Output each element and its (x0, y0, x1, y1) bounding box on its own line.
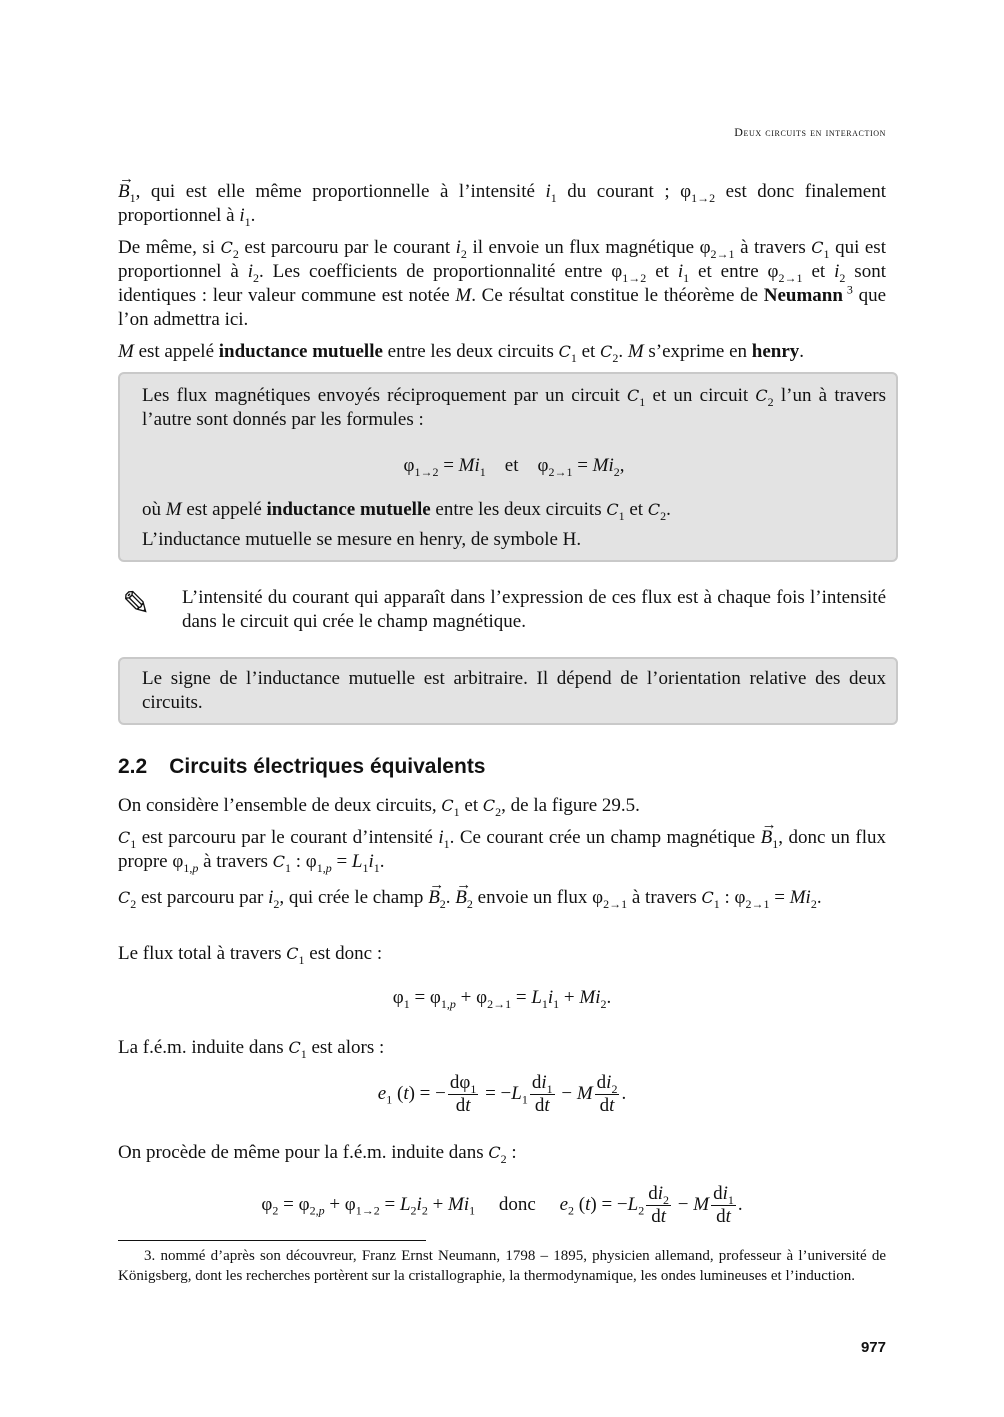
footnote-rule (118, 1240, 426, 1241)
section-heading (118, 755, 486, 779)
definition-box: Les flux magnétiques envoyés réciproquement par un circuit $C_1$ et un circuit $C_2$ l’un à travers l’autre sont donnés par les formules : $\varphi_{1\to 2} = Mi_1$ et $\varphi_{2\to 1} = Mi_2$, où M est appelé inductance mutuelle entre les deux circuits $C_1$ et $C_2$. L’inductance mutuelle se mesure en henry, de symbole H. (118, 372, 898, 562)
pencil-icon: ✎ (122, 586, 151, 623)
remark: L’intensité du courant qui apparaît dans l’expression de ces flux est à chaque fois l’intensité dans le circuit qui crée le champ magnétique. (182, 587, 886, 632)
section-number: 2.2 (118, 755, 148, 778)
footnote-text: nommé d’après son découvreur, Franz Ernst Neumann, 1798 – 1895, physicien allemand, professeur à l’université de Königsberg, dont les recherches portèrent sur la cristallographie, la thermodynamique, les ondes lumineuses et l’induction. (118, 1248, 886, 1284)
paragraph-total-flux: Le flux total à travers $C_1$ est donc : (118, 943, 383, 967)
paragraph-intro: On considère l’ensemble de deux circuits, $C_1$ et $C_2$, de la figure 29.5. (118, 795, 640, 819)
sign-box: Le signe de l’inductance mutuelle est arbitraire. Il dépend de l’orientation relative des deux circuits. (118, 657, 898, 725)
section-title: Circuits électriques équivalents (169, 755, 486, 778)
footnote-mark: 3. (144, 1248, 156, 1264)
paragraph-emf: La f.é.m. induite dans $C_1$ est alors : (118, 1037, 385, 1061)
equation-phi1: $\varphi_1 = \varphi_{1,p} + \varphi_{2\to 1} = L_1i_1 + Mi_2$. (392, 987, 612, 1011)
equation-e2: $\varphi_2 = \varphi_{2,p} + \varphi_{1\to 2} = L_2i_2 + Mi_1$ donc $e_2$ $(t) = -L_2$ $\frac{di_2}{dt}$ − M $\frac{di_1}{dt}$ . (261, 1183, 743, 1227)
paragraph-c2: $C_2$ est parcouru par $i_2$, qui crée le champ → $B_2$. → $B_2$ envoie un flux $\varphi_{2\to 1}$ à travers $C_1$ : $\varphi_{2\to 1} = Mi_2$. (118, 886, 886, 910)
page-number: 977 (860, 1339, 886, 1356)
paragraph-c2-emf: On procède de même pour la f.é.m. induite dans $C_2$ : (118, 1142, 517, 1166)
paragraph-c1: $C_1$ est parcouru par le courant d’intensité $i_1$. Ce courant crée un champ magnétique → $B_1$, donc un flux propre $\varphi_{1,p}$ à travers $C_1$ : $\varphi_{1,p} = L_1i_1$. (118, 826, 886, 874)
paragraph-neumann: De même, si $C_2$ est parcouru par le courant $i_2$ il envoie un flux magnétique $\varphi_{2\to 1}$ à travers $C_1$ qui est proportionnel à $i_2$. Les coefficients de proportionnalité entre $\varphi_{1\to 2}$ et $i_1$ et entre $\varphi_{2\to 1}$ et $i_2$ sont identiques : leur valeur commune est notée M. Ce résultat constitue le théorème de Neumann $^3$ que l’on admettra ici. (118, 237, 887, 330)
paragraph-definition: M est appelé inductance mutuelle entre les deux circuits $C_1$ et $C_2$. M s’exprime en henry. (118, 341, 805, 365)
page (118, 0, 886, 1417)
paragraph-continuation: → $B_1$, qui est elle même proportionnelle à l’intensité $i_1$ du courant ; $\varphi_{1\to 2}$ est donc finalement proportionnel à $i_1$. (118, 180, 886, 228)
running-head: Deux circuits en interaction (734, 125, 886, 139)
footnote (118, 1246, 886, 1286)
equation-e1: $e_1$ (t) = − $\frac{d\varphi_1}{dt}$ = $-L_1$ $\frac{di_1}{dt}$ − M $\frac{di_2}{dt}$ . (377, 1072, 627, 1116)
